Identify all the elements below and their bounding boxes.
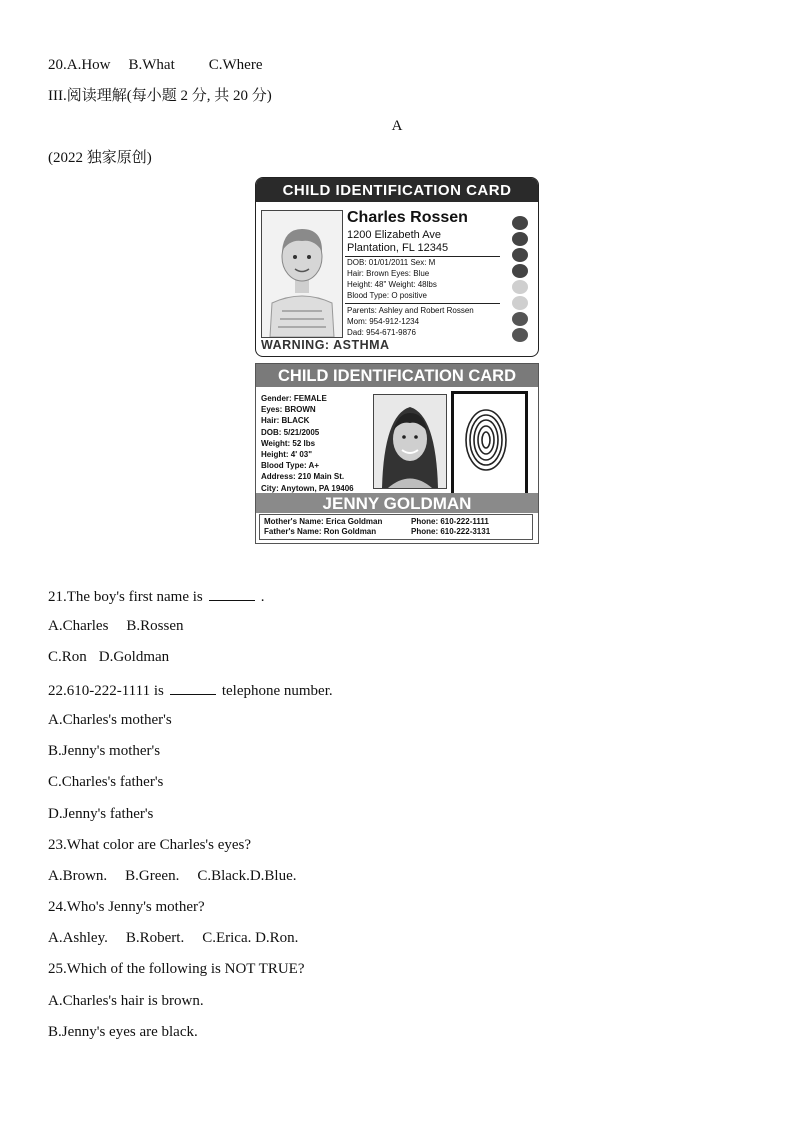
blood-type: Blood Type: O positive — [347, 291, 427, 300]
mother-phone: Phone: 610-222-1111 — [411, 517, 489, 526]
q20-option-a: 20.A.How — [48, 57, 111, 73]
hair-eyes: Hair: Brown Eyes: Blue — [347, 269, 430, 278]
father-phone: Phone: 610-222-3131 — [411, 527, 491, 536]
q22-end: telephone number. — [221, 683, 333, 699]
jenny-name-band: JENNY GOLDMAN — [256, 493, 538, 513]
jenny-details — [261, 393, 354, 494]
answer-blank — [209, 586, 255, 601]
gender: Gender: FEMALE — [261, 394, 327, 403]
card2-header: CHILD IDENTIFICATION CARD — [256, 364, 538, 387]
q22-stem: 22.610-222-1111 is — [48, 683, 164, 699]
hair: Hair: BLACK — [261, 416, 310, 426]
q21-options-cd — [48, 648, 169, 666]
eyes: Eyes: BROWN — [261, 405, 316, 415]
q21-options-ab — [48, 617, 184, 635]
q24-option-b: B.Robert. — [125, 930, 185, 946]
mom-phone: Mom: 954-912-1234 — [347, 317, 420, 326]
q22-option-d: D.Jenny's father's — [48, 806, 154, 822]
q20-options — [48, 56, 262, 74]
parents: Parents: Ashley and Robert Rossen — [347, 306, 474, 315]
q25-option-b: B.Jenny's eyes are black. — [48, 1024, 198, 1040]
source-note: (2022 独家原创) — [48, 150, 152, 166]
girl-photo-icon — [373, 394, 447, 489]
parents-box — [259, 514, 533, 540]
father-name: Father's Name: Ron Goldman — [264, 527, 377, 536]
city: City: Anytown, PA 19406 — [261, 483, 354, 493]
handprints-icon — [507, 213, 533, 343]
dob-sex: DOB: 01/01/2011 Sex: M — [347, 258, 436, 267]
question-25: 25.Which of the following is NOT TRUE? — [48, 961, 305, 977]
q23-options — [48, 867, 296, 885]
q23-option-a: A.Brown. — [48, 868, 108, 884]
height: Height: 4' 03" — [261, 450, 313, 460]
jenny-id-card — [255, 363, 539, 544]
fingerprint-icon — [451, 391, 528, 496]
q20-option-c: C.Where — [208, 57, 263, 73]
question-22 — [48, 680, 333, 700]
question-23: 23.What color are Charles's eyes? — [48, 837, 252, 853]
q21-option-a: A.Charles — [48, 618, 109, 634]
q21-option-b: B.Rossen — [126, 618, 184, 634]
address-line-2: Plantation, FL 12345 — [347, 242, 449, 254]
q21-option-d: D.Goldman — [98, 649, 170, 665]
q21-option-c: C.Ron — [48, 649, 87, 665]
blood-type: Blood Type: A+ — [261, 461, 319, 471]
weight: Weight: 52 lbs — [261, 438, 316, 448]
q22-option-c: C.Charles's father's — [48, 774, 164, 790]
q24-options — [48, 929, 298, 947]
child-name: Charles Rossen — [347, 209, 468, 226]
q22-option-a: A.Charles's mother's — [48, 712, 172, 728]
q24-option-a: A.Ashley. — [48, 930, 108, 946]
dob: DOB: 5/21/2005 — [261, 427, 320, 437]
address-line-1: 1200 Elizabeth Ave — [347, 229, 441, 241]
card1-header: CHILD IDENTIFICATION CARD — [256, 178, 538, 202]
q20-option-b: B.What — [128, 57, 175, 73]
q24-option-cd: C.Erica. D.Ron. — [202, 930, 299, 946]
boy-photo-icon — [261, 210, 343, 338]
divider — [345, 303, 500, 304]
dad-phone: Dad: 954-671-9876 — [347, 328, 416, 337]
q21-end: . — [260, 589, 265, 605]
charles-id-card — [255, 177, 539, 357]
warning-label: WARNING: ASTHMA — [261, 338, 390, 352]
q23-option-cd: C.Black.D.Blue. — [197, 868, 297, 884]
q22-option-b: B.Jenny's mother's — [48, 743, 161, 759]
mother-name: Mother's Name: Erica Goldman — [264, 517, 383, 526]
divider — [345, 256, 500, 257]
question-24: 24.Who's Jenny's mother? — [48, 899, 205, 915]
q25-option-a: A.Charles's hair is brown. — [48, 993, 204, 1009]
address: Address: 210 Main St. — [261, 472, 345, 482]
q23-option-b: B.Green. — [125, 868, 180, 884]
q21-stem: 21.The boy's first name is — [48, 589, 203, 605]
height-weight: Height: 48" Weight: 48lbs — [347, 280, 437, 289]
question-21 — [48, 586, 265, 606]
part-label: A — [391, 118, 403, 134]
section-title: III.阅读理解(每小题 2 分, 共 20 分) — [48, 88, 272, 104]
answer-blank — [170, 680, 216, 695]
